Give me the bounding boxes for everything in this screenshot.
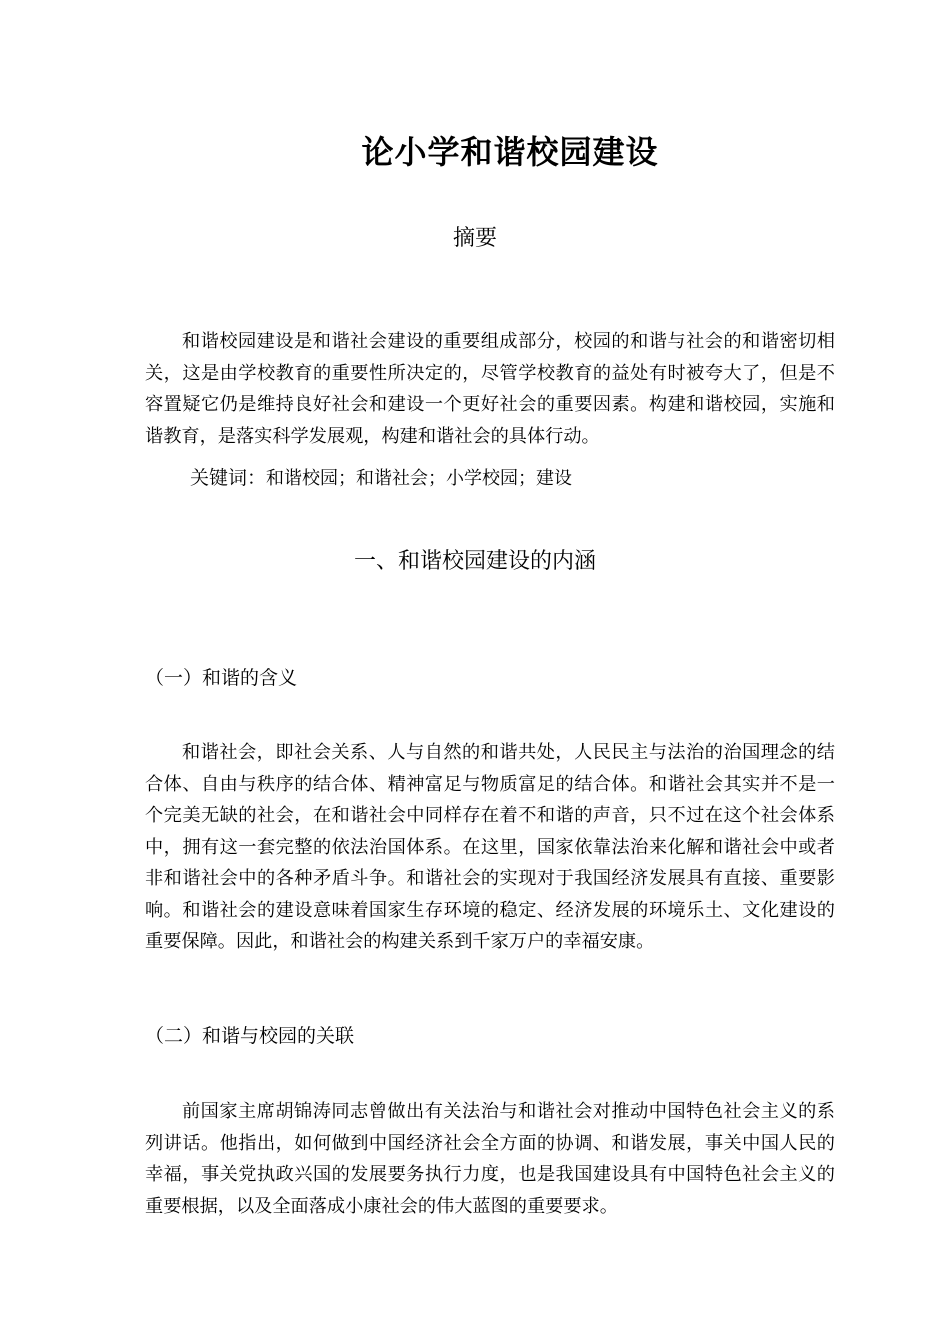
abstract-heading: 摘要 xyxy=(452,226,497,251)
body-paragraph: 和谐社会，即社会关系、人与自然的和谐共处，人民民主与法治的治国理念的结合体、自由与秩序的结合体、精神富足与物质富足的结合体。和谐社会其实并不是一个完美无缺的社会，在和谐社会中同样存在着不和谐的声音，只不过在这个社会体系中，拥有这一套完整的依法治国体系。在这里，国家依靠法治来化解和谐社会中或者非和谐社会中的各种矛盾斗争。和谐社会的实现对于我国经济发展具有直接、重要影响。和谐社会的建设意味着国家生存环境的稳定、经济发展的环境乐土、文化建设的重要保障。因此，和谐社会的构建关系到千家万户的幸福安康。 xyxy=(145,742,835,952)
subsection-heading: （一）和谐的含义 xyxy=(145,667,298,689)
keywords-label: 关键词： xyxy=(190,467,267,489)
document-title: 论小学和谐校园建设 xyxy=(361,133,659,171)
subsection-heading: （二）和谐与校园的关联 xyxy=(145,1025,355,1047)
abstract-paragraph: 和谐校园建设是和谐社会建设的重要组成部分，校园的和谐与社会的和谐密切相关，这是由学校教育的重要性所决定的，尽管学校教育的益处有时被夸大了，但是不容置疑它仍是维持良好社会和建设一个更好社会的重要因素。构建和谐校园，实施和谐教育，是落实科学发展观，构建和谐社会的具体行动。 xyxy=(145,331,835,447)
keywords-value: 和谐校园；和谐社会；小学校园；建设 xyxy=(266,468,573,489)
keywords-line xyxy=(190,462,840,495)
body-paragraph: 前国家主席胡锦涛同志曾做出有关法治与和谐社会对推动中国特色社会主义的系列讲话。他指出，如何做到中国经济社会全方面的协调、和谐发展，事关中国人民的幸福，事关党执政兴国的发展要务执行力度，也是我国建设具有中国特色社会主义的重要根据，以及全面落成小康社会的伟大蓝图的重要要求。 xyxy=(145,1101,835,1217)
section-heading: 一、和谐校园建设的内涵 xyxy=(353,549,596,574)
